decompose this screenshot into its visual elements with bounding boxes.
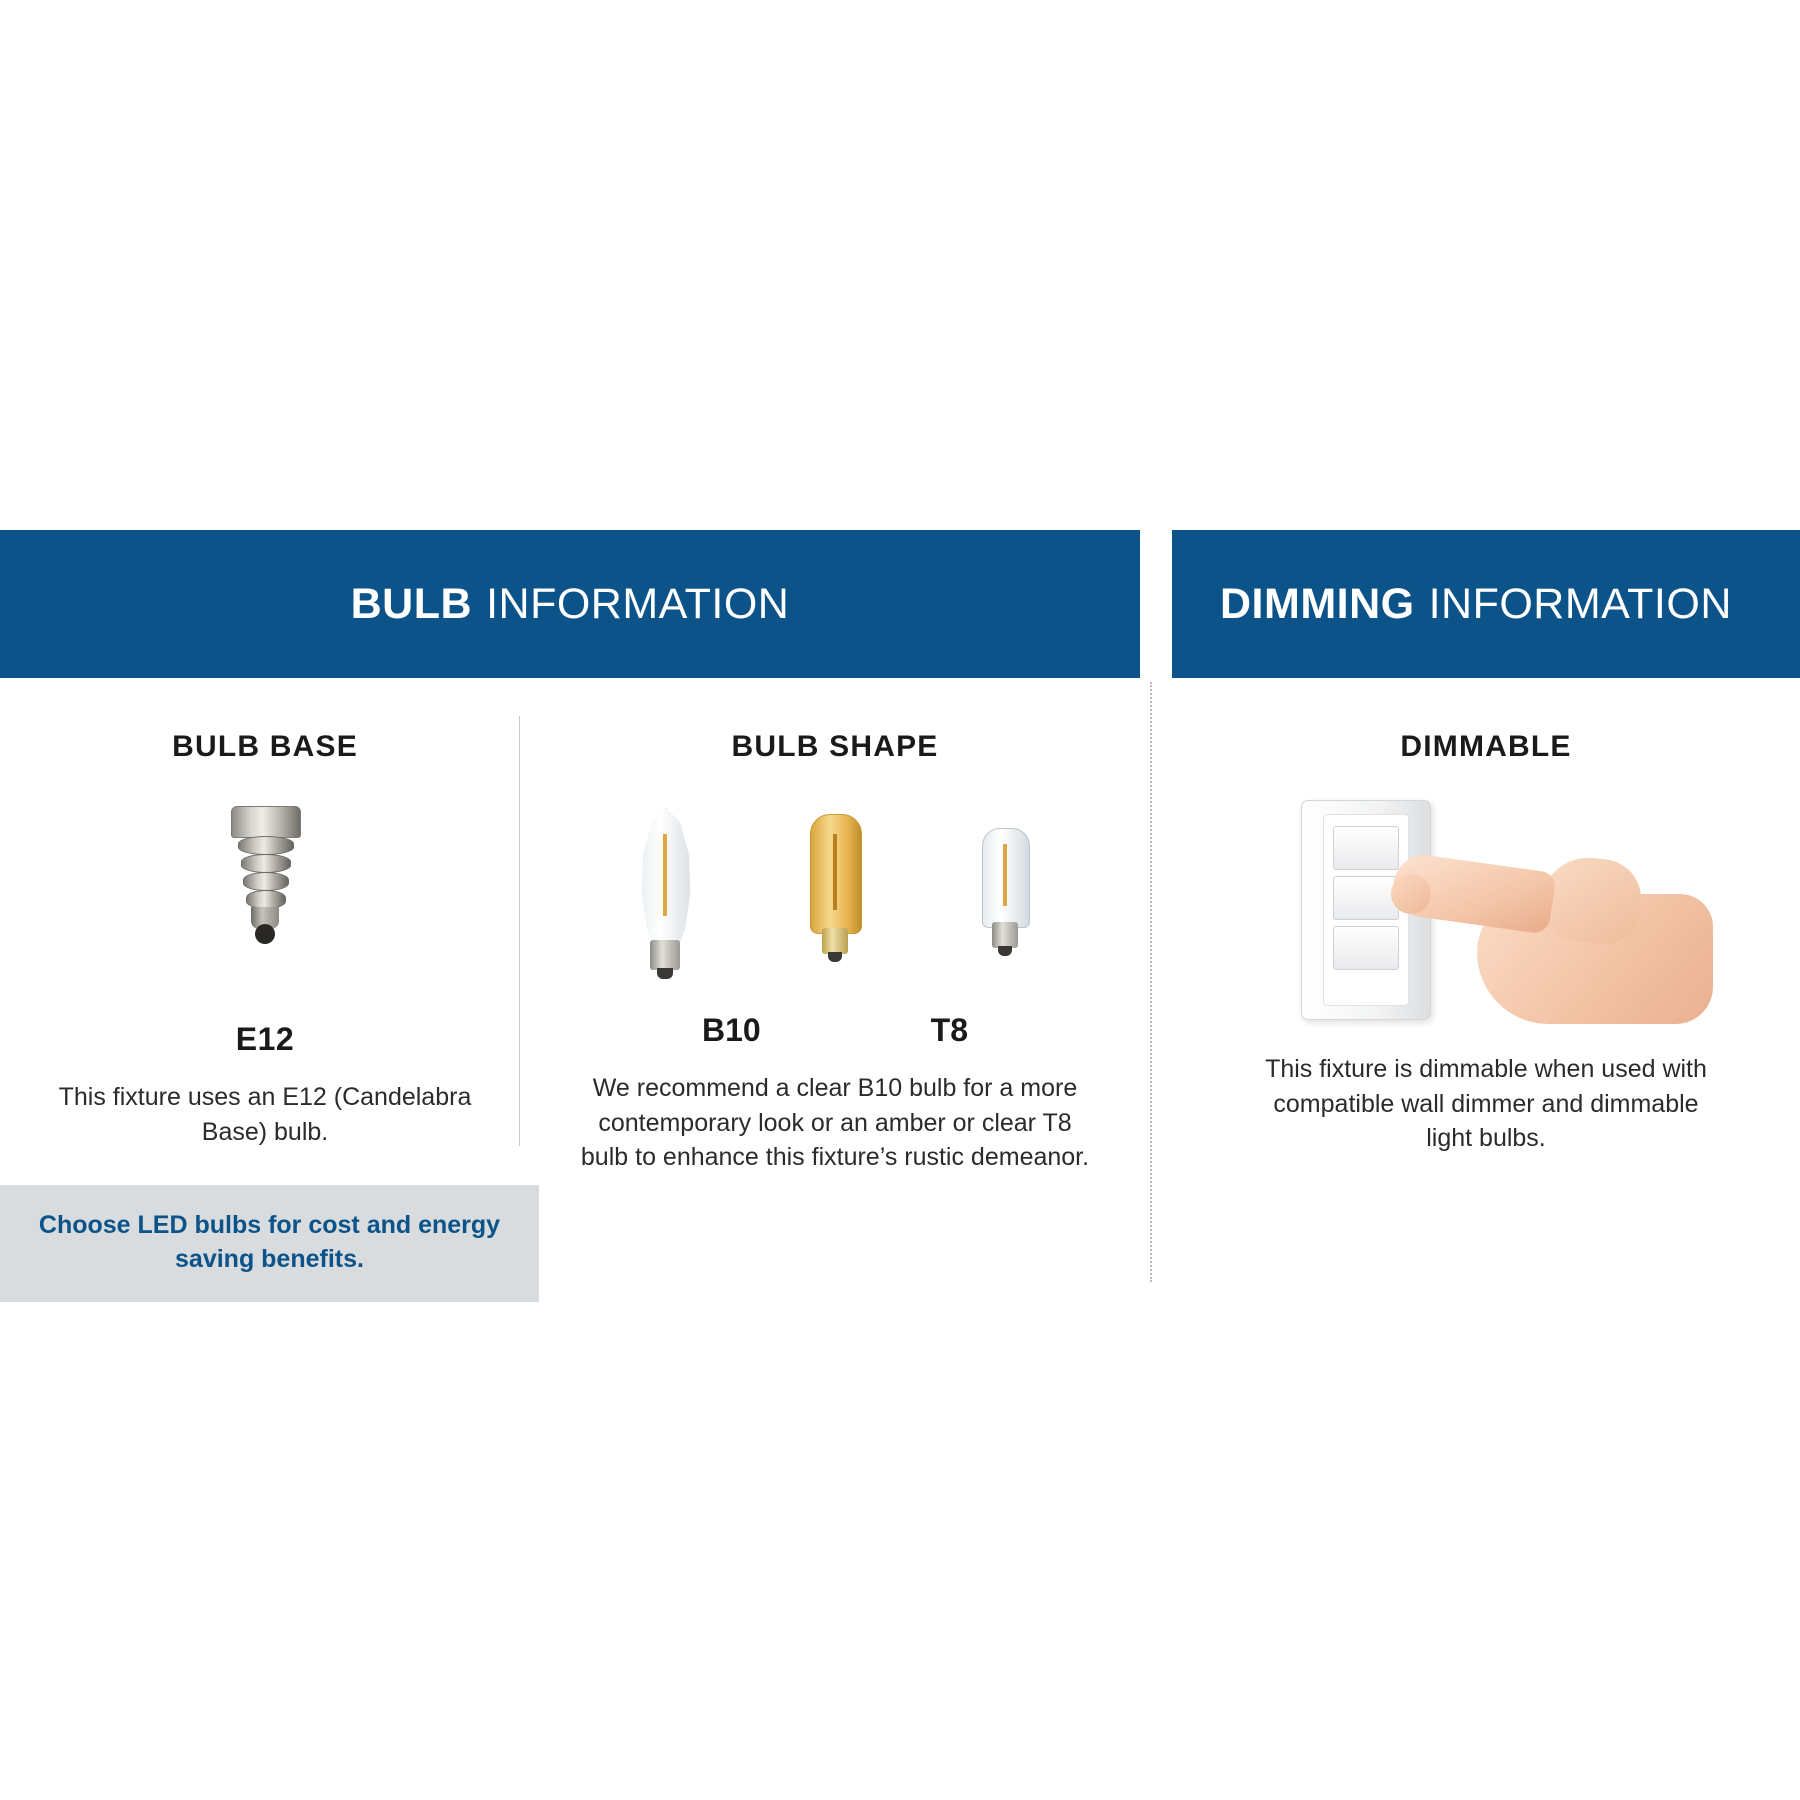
dimmer-rocker-top [1333, 826, 1399, 870]
dimming-header-light: INFORMATION [1428, 579, 1732, 628]
bulb-header-strong: BULB [350, 579, 473, 628]
dimmer-rocker-bottom [1333, 926, 1399, 970]
bulb-columns [0, 678, 1140, 1302]
hand-illustration [1391, 852, 1711, 1028]
bulb-shape-icons [530, 798, 1140, 998]
column-divider [519, 716, 520, 1146]
bulb-base-title: BULB BASE [172, 730, 358, 763]
dimmer-rocker-middle [1333, 876, 1399, 920]
bulb-shape-title: BULB SHAPE [731, 730, 939, 763]
bulb-information-header [0, 530, 1140, 678]
t8-amber-bulb-icon [780, 808, 890, 998]
hand-pressing-wall-dimmer-icon [1271, 800, 1701, 1030]
dimming-columns [1172, 678, 1800, 1156]
b10-clear-bulb-icon [610, 808, 720, 998]
bulb-information-panel [0, 530, 1140, 1302]
bulb-shape-labels [530, 1012, 1140, 1049]
led-tip-box: Choose LED bulbs for cost and energy saving benefits. [0, 1185, 539, 1302]
bulb-shape-label-t8: T8 [930, 1012, 969, 1048]
dimming-information-header [1172, 530, 1800, 678]
dimmable-title: DIMMABLE [1400, 730, 1572, 763]
bulb-base-column [0, 678, 530, 1302]
bulb-base-label: E12 [235, 1021, 295, 1057]
t8-clear-bulb-icon [950, 808, 1060, 998]
bulb-shape-description: We recommend a clear B10 bulb for a more contemporary look or an amber or clear T8 bulb to enhance this fixture’s rustic demeanor. [580, 1074, 1090, 1171]
e12-socket-icon [205, 806, 325, 991]
dimming-information-panel [1172, 530, 1800, 1156]
bulb-base-description: This fixture uses an E12 (Candelabra Base) bulb. [58, 1083, 472, 1146]
panel-dotted-divider [1150, 682, 1152, 1282]
dimming-header-strong: DIMMING [1220, 579, 1415, 628]
dimmable-column [1172, 678, 1800, 1156]
bulb-header-light: INFORMATION [486, 579, 790, 628]
bulb-shape-label-b10: B10 [701, 1012, 761, 1048]
bulb-shape-column [530, 678, 1140, 1302]
dimmable-description: This fixture is dimmable when used with compatible wall dimmer and dimmable light bulbs. [1265, 1055, 1707, 1152]
